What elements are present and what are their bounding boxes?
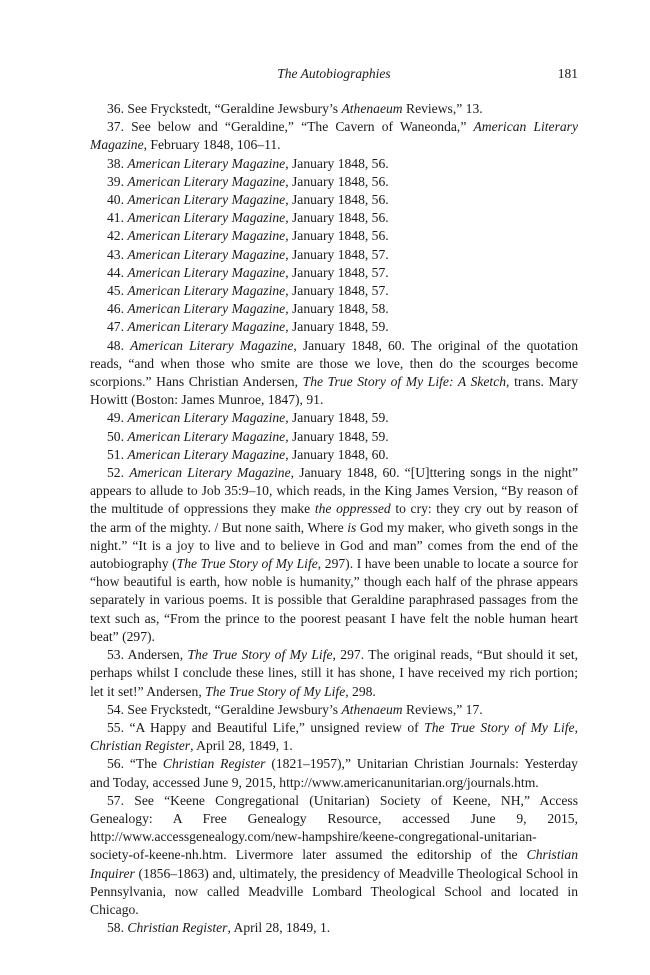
- italic-text: The True Story of My Life: [187, 647, 333, 663]
- endnote: [90, 318, 578, 336]
- italic-text: American Literary Magazine: [130, 337, 294, 353]
- note-text: 58.: [107, 920, 128, 936]
- note-text: , January 1848, 58.: [285, 301, 389, 317]
- italic-text: The True Story of My Life,: [205, 683, 349, 699]
- note-text: 41.: [107, 210, 128, 226]
- note-text: 42.: [107, 228, 128, 244]
- note-text: , February 1848, 106–11.: [143, 137, 281, 153]
- note-text: , January 1848, 56.: [285, 228, 389, 244]
- italic-text: Athenaeum: [341, 701, 403, 717]
- note-text: 56. “The: [107, 756, 163, 772]
- endnote: [90, 155, 578, 173]
- italic-text: The True Story of My Life: [176, 556, 318, 572]
- note-text: to cry: they cry out by reason of the arm of the mighty. / But none saith, Where: [90, 501, 578, 535]
- note-text: , 297. The original reads, “But should it set, perhaps whilst I conclude these lines, still it has shone, I have received my rich portion; let it set!” Andersen,: [90, 647, 578, 699]
- italic-text: The True Story of My Life: A Sketch: [302, 374, 507, 390]
- italic-text: Christian Register: [162, 756, 266, 772]
- italic-text: American Literary Magazine: [127, 246, 286, 262]
- note-text: 55. “A Happy and Beautiful Life,” unsigned review of: [107, 719, 425, 735]
- running-head: [90, 66, 578, 86]
- note-text: 43.: [107, 246, 128, 262]
- endnote: [90, 246, 578, 264]
- endnote: [90, 264, 578, 282]
- note-text: 48.: [107, 337, 131, 353]
- italic-text: American Literary Magazine: [127, 428, 286, 444]
- endnote: [90, 464, 578, 646]
- note-text: 39.: [107, 173, 128, 189]
- italic-text: American Literary Magazine: [127, 210, 286, 226]
- italic-text: The True Story of My Life: [424, 719, 575, 735]
- note-text: , 297). I have been unable to locate a source for “how beautiful is earth, how noble is humanity,” though each half of the phrase appears separately in various poems. It is possible that Geraldine paraphrased passages from the text such as, “From the prince to the poorest peasant I have felt the noble human heart beat” (297).: [90, 556, 579, 644]
- endnote: [90, 209, 578, 227]
- endnote: [90, 227, 578, 245]
- note-text: 45.: [107, 283, 128, 299]
- note-text: , January 1848, 56.: [285, 210, 389, 226]
- endnote: [90, 300, 578, 318]
- note-text: , April 28, 1849, 1.: [227, 920, 331, 936]
- running-title: The Autobiographies: [277, 66, 391, 81]
- note-text: 52.: [107, 465, 130, 481]
- note-text: 50.: [107, 428, 128, 444]
- italic-text: American Literary Magazine: [127, 283, 286, 299]
- italic-text: American Literary Magazine: [90, 119, 579, 153]
- italic-text: Athenaeum: [341, 101, 403, 116]
- note-text: 53. Andersen,: [107, 647, 188, 663]
- note-text: Reviews,” 17.: [402, 701, 483, 717]
- note-text: 47.: [107, 319, 128, 335]
- italic-text: the oppressed: [314, 501, 391, 517]
- note-text: , January 1848, 56.: [285, 173, 389, 189]
- note-text: Reviews,” 13.: [402, 101, 483, 116]
- italic-text: American Literary Magazine: [127, 446, 286, 462]
- endnote: [90, 719, 578, 755]
- italic-text: American Literary Magazine: [127, 410, 286, 426]
- note-text: 298.: [348, 683, 376, 699]
- italic-text: American Literary Magazine: [127, 264, 286, 280]
- italic-text: American Literary Magazine: [129, 465, 291, 481]
- note-text: God my maker, who giveth songs in the night.” “It is a joy to live and to believe in God and man” comes from the end of the autobiography (: [90, 519, 578, 572]
- note-text: 54. See Fryckstedt, “Geraldine Jewsbury’s: [107, 701, 342, 717]
- italic-text: Christian Register: [90, 738, 191, 754]
- page-number: 181: [557, 66, 578, 81]
- italic-text: American Literary Magazine: [127, 228, 286, 244]
- endnote: [90, 118, 578, 154]
- endnote: [90, 173, 578, 191]
- note-text: , January 1848, 56.: [285, 192, 389, 208]
- italic-text: American Literary Magazine: [127, 319, 286, 335]
- italic-text: Christian Register: [127, 920, 228, 936]
- note-text: 37. See below and “Geraldine,” “The Cavern of Waneonda,”: [107, 119, 474, 135]
- note-text: 51.: [107, 446, 128, 462]
- endnote: [90, 282, 578, 300]
- italic-text: American Literary Magazine: [127, 173, 286, 189]
- note-text: 57. See “Keene Congregational (Unitarian) Society of Keene, NH,” Access Genealogy: A Free Genealogy Resource, accessed June 9, 2015, http://www.accessgenealogy.com/new-hampshire/keene-congregational-unitarian-society-of-keene-nh.htm. Livermore later assumed the editorship of the: [90, 792, 578, 863]
- endnote: [90, 337, 578, 410]
- endnote: [90, 191, 578, 209]
- italic-text: American Literary Magazine: [127, 192, 286, 208]
- note-text: 38.: [107, 155, 128, 171]
- note-text: , January 1848, 57.: [285, 264, 389, 280]
- note-text: , April 28, 1849, 1.: [190, 738, 293, 754]
- endnotes-list: [90, 100, 578, 937]
- italic-text: is: [347, 519, 357, 535]
- note-text: , trans. Mary Howitt (Boston: James Munroe, 1847), 91.: [90, 374, 578, 408]
- endnote: [90, 409, 578, 427]
- endnote: [90, 646, 578, 701]
- italic-text: American Literary Magazine: [127, 155, 286, 171]
- note-text: , January 1848, 60. “[U]ttering songs in the night” appears to allude to Job 35:9–10, which reads, in the King James Version, “By reason of the multitude of oppressions they make: [90, 465, 578, 517]
- note-text: (1856–1863) and, ultimately, the presidency of Meadville Theological School in Pennsylvania, now called Meadville Lombard Theological School and located in Chicago.: [90, 865, 578, 917]
- italic-text: Christian Inquirer: [90, 847, 578, 881]
- italic-text: American Literary Magazine: [127, 301, 286, 317]
- note-text: , January 1848, 60.: [285, 446, 389, 462]
- note-text: , January 1848, 57.: [285, 283, 389, 299]
- note-text: , January 1848, 59.: [285, 428, 389, 444]
- endnote: [90, 701, 578, 719]
- endnote: [90, 100, 578, 118]
- note-text: 44.: [107, 264, 128, 280]
- endnote: [90, 428, 578, 446]
- note-text: (1821–1957),” Unitarian Christian Journals: Yesterday and Today, accessed June 9, 2015, http://www.americanunitarian.org/journals.htm.: [90, 756, 578, 790]
- endnote: [90, 755, 578, 791]
- note-text: , January 1848, 57.: [285, 246, 389, 262]
- note-text: , January 1848, 60. The original of the quotation reads, “and when those who smite are those we love, then do the scourges become scorpions.” Hans Christian Andersen,: [90, 337, 578, 390]
- endnote: [90, 446, 578, 464]
- note-text: 46.: [107, 301, 128, 317]
- note-text: 36. See Fryckstedt, “Geraldine Jewsbury’s: [107, 101, 342, 116]
- note-text: 49.: [107, 410, 128, 426]
- note-text: , January 1848, 56.: [285, 155, 389, 171]
- note-text: , January 1848, 59.: [285, 319, 389, 335]
- endnote: [90, 919, 578, 937]
- note-text: , January 1848, 59.: [285, 410, 389, 426]
- endnote: [90, 792, 578, 919]
- note-text: ,: [574, 719, 578, 735]
- note-text: 40.: [107, 192, 128, 208]
